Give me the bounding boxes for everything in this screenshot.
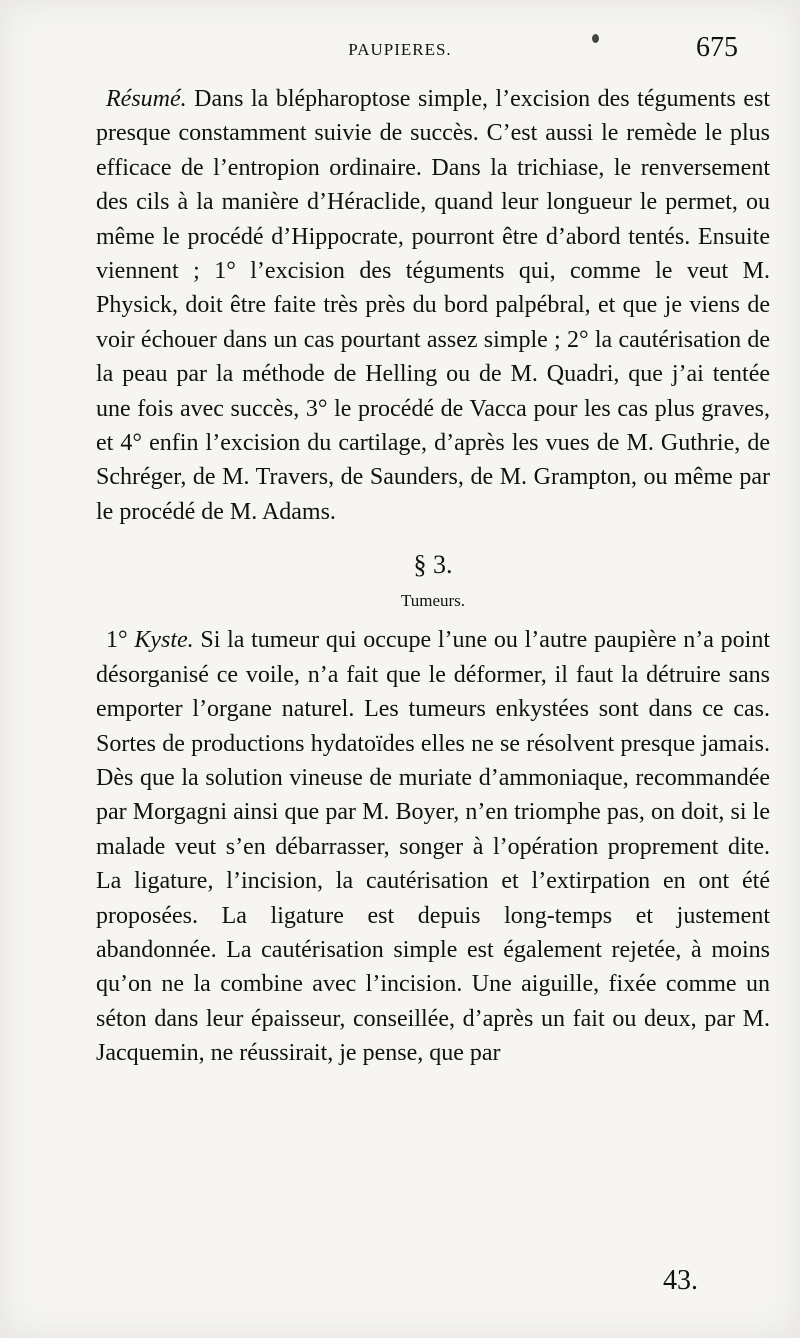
kyste-lead: Kyste.: [134, 627, 194, 654]
resume-text: Dans la blépharoptose simple, l’excision des téguments est presque constamment suivie de succès. C’est aussi le remède le plus efficace de l’entropion ordinaire. Dans la trichiase, le renversement des cils à la manière d’Héraclide, quand leur longueur le permet, ou même le procédé d’Hippocrate, pourront être d’abord tentés. Ensuite viennent ; 1° l’excision des téguments qui, comme le veut M. Physick, doit être faite très près du bord palpébral, et que je viens de voir échouer dans un cas pourtant assez simple ; 2° la cautérisation de la peau par la méthode de Helling ou de M. Quadri, que j’ai tentée une fois avec succès, 3° le procédé de Vacca pour les cas plus graves, et 4° enfin l’excision du cartilage, d’après les vues de M. Guthrie, de Schréger, de M. Travers, de Saunders, de M. Grampton, ou même par le procédé de M. Adams.: [96, 86, 770, 525]
signature-mark: 43.: [663, 1265, 698, 1296]
page-number: 675: [696, 32, 738, 63]
paragraph-resume: [96, 82, 770, 529]
page-body: [96, 82, 770, 1071]
resume-lead: Résumé.: [106, 86, 187, 112]
running-head: [0, 28, 800, 68]
kyste-number: 1°: [106, 627, 135, 654]
section-title: Tumeurs.: [400, 591, 466, 611]
kyste-text: Si la tumeur qui occupe l’une ou l’autre paupière n’a point désorganisé ce voile, n’a fait que le déformer, il faut la détruire sans emporter l’organe naturel. Les tumeurs enkystées sont dans ce cas. Sortes de productions hydatoïdes elles ne se résolvent presque jamais. Dès que la solution vineuse de muriate d’ammoniaque, recommandée par Morgagni ainsi que par M. Boyer, n’en triomphe pas, on doit, si le malade veut s’en débarrasser, songer à l’opération proprement dite. La ligature, l’incision, la cautérisation et l’extirpation en ont été proposées. La ligature est depuis long-temps et justement abandonnée. La cautérisation simple est également rejetée, à moins qu’on ne la combine avec l’incision. Une aiguille, fixée comme un séton dans leur épaisseur, conseillée, d’après un fait ou deux, par M. Jacquemin, ne réussirait, je pense, que par: [96, 627, 770, 1067]
paragraph-kyste: [96, 623, 770, 1070]
running-title: PAUPIERES.: [348, 40, 452, 59]
section-heading: § 3.: [413, 550, 453, 580]
